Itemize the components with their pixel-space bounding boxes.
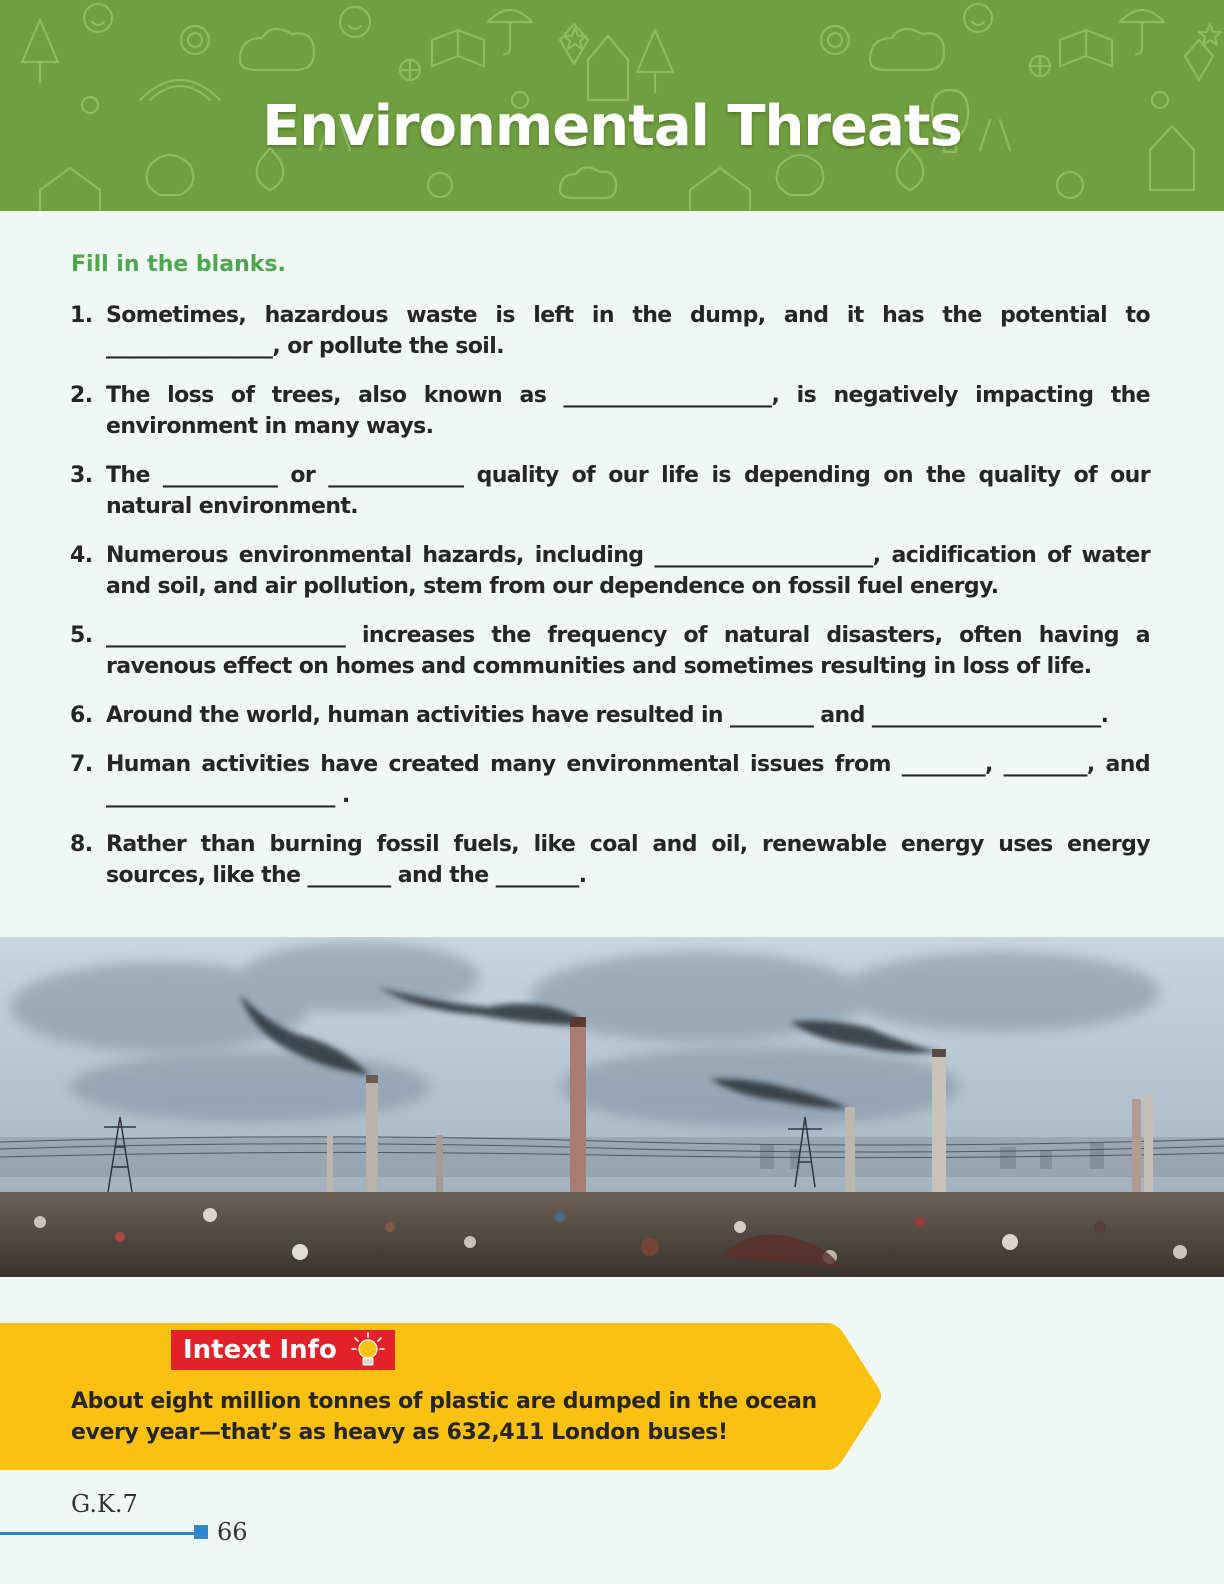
question-text: Numerous environmental hazards, including _____________________, acidification of water and soil, and air pollution, stem from our dependence on fossil fuel energy. [106,543,1150,599]
question-item [70,380,1150,442]
question-number: 8. [70,832,93,857]
intext-label [171,1330,395,1370]
header-banner [0,0,1224,211]
question-text: The loss of trees, also known as ____________________, is negatively impacting the environment in many ways. [106,383,1150,439]
page-title: Environmental Threats [262,94,962,159]
page-number: 66 [217,1518,248,1546]
question-text: The ___________ or _____________ quality of our life is depending on the quality of our natural environment. [106,463,1150,519]
pollution-illustration [0,937,1224,1277]
question-item [70,829,1150,891]
question-number: 1. [70,303,93,328]
question-list [70,300,1150,909]
question-number: 7. [70,752,93,777]
question-number: 6. [70,703,93,728]
question-text: _______________________ increases the frequency of natural disasters, often having a ravenous effect on homes and communities and sometimes resulting in loss of life. [106,623,1150,679]
question-number: 3. [70,463,93,488]
footer-rule [0,1532,194,1535]
question-item [70,700,1150,731]
intext-label-text: Intext Info [183,1335,337,1365]
lightbulb-icon [351,1332,385,1368]
question-text: Human activities have created many environmental issues from ________, ________, and ______________________ . [106,752,1150,808]
question-number: 2. [70,383,93,408]
question-text: Around the world, human activities have resulted in ________ and ______________________. [106,703,1109,728]
question-item [70,749,1150,811]
question-text: Rather than burning fossil fuels, like coal and oil, renewable energy uses energy sources, like the ________ and the ________. [106,832,1150,888]
question-item [70,300,1150,362]
intext-fact: About eight million tonnes of plastic are dumped in the ocean every year—that’s as heavy as 632,411 London buses! [71,1389,817,1445]
footer-square [194,1525,208,1539]
question-number: 4. [70,543,93,568]
question-text: Sometimes, hazardous waste is left in the dump, and it has the potential to ________________, or pollute the soil. [106,303,1150,359]
question-item [70,540,1150,602]
pollution-photo [0,937,1224,1277]
instruction-heading: Fill in the blanks. [71,252,286,277]
question-item [70,460,1150,522]
question-item [70,620,1150,682]
question-number: 5. [70,623,93,648]
book-code: G.K.7 [71,1490,138,1518]
